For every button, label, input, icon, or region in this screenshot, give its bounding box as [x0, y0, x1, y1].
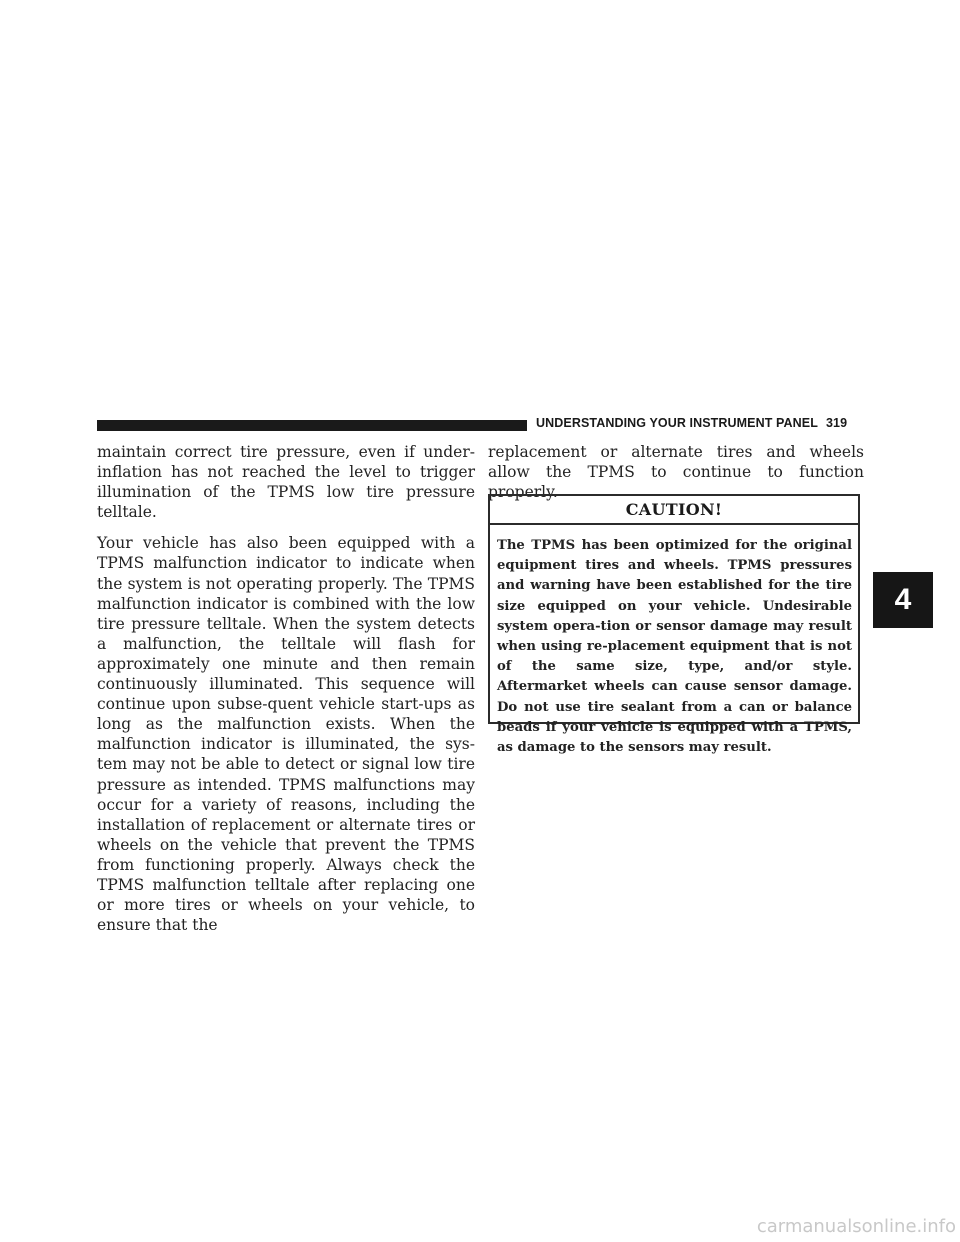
paragraph-tire-pressure: maintain correct tire pressure, even if under-inflation has not reached the level to trigger illumination of the TPMS low tire pressure telltale. — [97, 443, 475, 522]
paragraph-continuation: replacement or alternate tires and wheels allow the TPMS to continue to function properly. — [488, 443, 864, 502]
section-title: UNDERSTANDING YOUR INSTRUMENT PANEL — [536, 416, 818, 430]
page-number: 319 — [825, 416, 848, 430]
caution-title: CAUTION! — [490, 496, 858, 525]
left-column — [97, 442, 475, 935]
caution-text: The TPMS has been optimized for the original equipment tires and wheels. TPMS pressures and warning have been established for the tire size equipped on your vehicle. Undesirable system opera-tion or sensor damage may result when using re-placement equipment that is not of the same size, type, and/or style. Aftermarket wheels can cause sensor damage. Do not use tire sealant from a can or balance beads if your vehicle is equipped with a TPMS, as damage to the sensors may result. — [497, 538, 852, 756]
watermark: carmanualsonline.info — [756, 1216, 956, 1237]
running-header — [536, 416, 847, 430]
caution-box — [488, 494, 860, 756]
paragraph-malfunction-indicator: Your vehicle has also been equipped with a TPMS malfunction indicator to indicate when the system is not operating properly. The TPMS malfunction indicator is combined with the low tire pressure telltale. When the system detects a malfunction, the telltale will flash for approximately one minute and then remain continuously illuminated. This sequence will continue upon subse-quent vehicle start-ups as long as the malfunction exists. When the malfunction indicator is illuminated, the sys-tem may not be able to detect or signal low tire pressure as intended. TPMS malfunctions may occur for a variety of reasons, including the installation of replacement or alternate tires or wheels on the vehicle that prevent the TPMS from functioning properly. Always check the TPMS malfunction telltale after replacing one or more tires or wheels on your vehicle, to ensure that the — [97, 534, 475, 935]
header-rule — [97, 420, 527, 431]
chapter-tab: 4 — [873, 572, 933, 628]
